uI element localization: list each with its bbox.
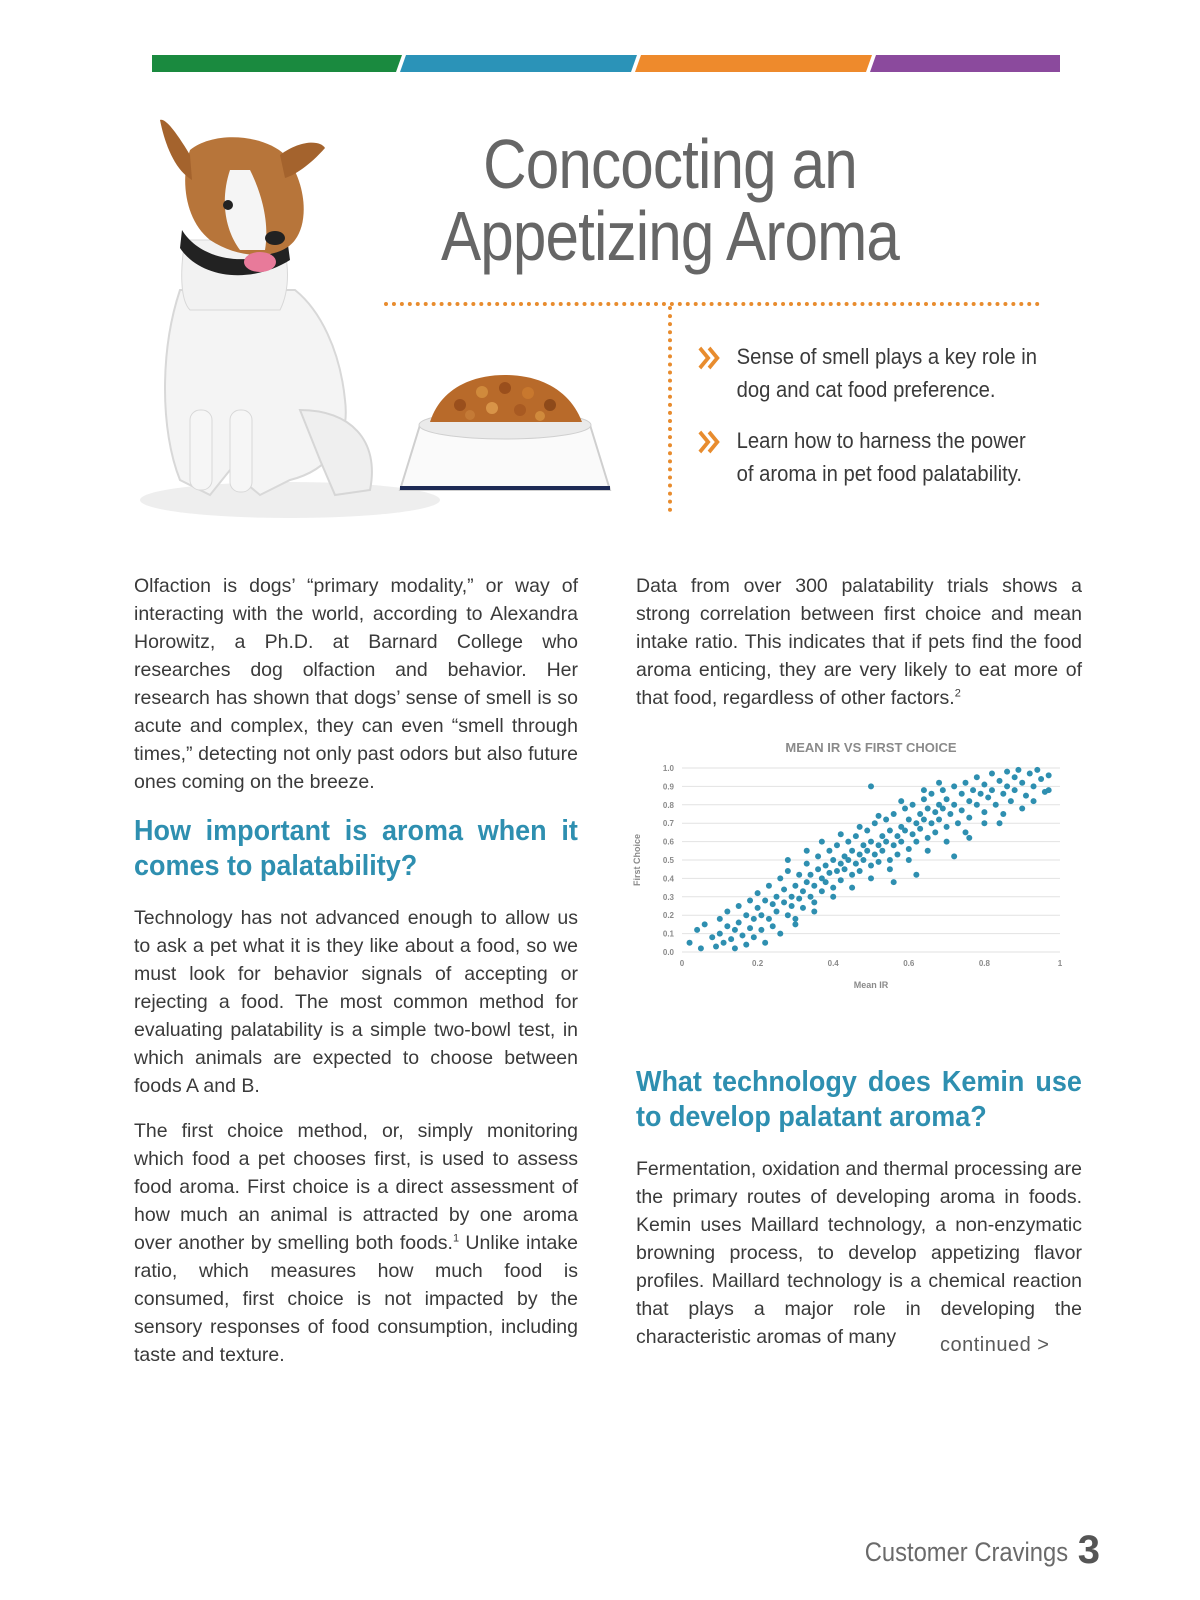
scatter-point [755,905,761,911]
bar-segment-blue [400,55,637,72]
key-points-list [698,340,1078,508]
scatter-point [932,829,938,835]
scatter-point [1019,805,1025,811]
scatter-point [981,782,987,788]
scatter-point [879,833,885,839]
scatter-point [838,831,844,837]
left-column [134,572,578,1386]
y-tick-label: 0.4 [662,874,674,884]
scatter-point [944,839,950,845]
scatter-point [721,940,727,946]
scatter-point [925,835,931,841]
scatter-point [1015,767,1021,773]
bar-segment-orange [635,55,872,72]
scatter-point [857,824,863,830]
scatter-point [732,945,738,951]
scatter-point [842,866,848,872]
scatter-point [732,927,738,933]
scatter-point [1008,798,1014,804]
scatter-point [811,899,817,905]
scatter-point [928,791,934,797]
scatter-point [864,828,870,834]
scatter-point [751,916,757,922]
page-title [421,125,920,275]
scatter-point [792,921,798,927]
scatter-point [1000,811,1006,817]
scatter-point [849,872,855,878]
scatter-point [936,817,942,823]
scatter-point [917,811,923,817]
scatter-point [1012,787,1018,793]
scatter-point [1023,793,1029,799]
scatter-point [944,824,950,830]
scatter-point [966,835,972,841]
scatter-point [963,780,969,786]
scatter-point [800,888,806,894]
scatter-point [974,774,980,780]
scatter-point [743,942,749,948]
scatter-point [1031,783,1037,789]
paragraph-text: Unlike intake ratio, which measures how much food is consumed, first choice is not impacted by the sensory responses of food consumption, including taste and texture. [134,1232,578,1366]
scatter-point [932,809,938,815]
y-tick-label: 0.1 [662,929,674,939]
scatter-point [993,802,999,808]
scatter-point [902,805,908,811]
scatter-point [913,872,919,878]
scatter-point [713,943,719,949]
scatter-point [872,820,878,826]
scatter-point [913,839,919,845]
scatter-point [758,912,764,918]
y-tick-label: 0.8 [662,800,674,810]
scatter-point [804,848,810,854]
scatter-point [762,940,768,946]
scatter-point [959,791,965,797]
scatter-point [781,899,787,905]
double-chevron-icon [698,346,722,370]
scatter-point [910,831,916,837]
scatter-point [963,829,969,835]
scatter-point [1019,780,1025,786]
scatter-point [751,934,757,940]
scatter-point [989,787,995,793]
scatter-point [834,868,840,874]
scatter-point [868,875,874,881]
scatter-point [698,945,704,951]
scatter-point [823,879,829,885]
scatter-point [1004,783,1010,789]
scatter-point [747,897,753,903]
scatter-point [955,820,961,826]
scatter-point [1038,776,1044,782]
scatter-point [853,833,859,839]
bar-segment-green [152,55,402,72]
scatter-point [815,853,821,859]
y-tick-label: 0.6 [662,837,674,847]
scatter-point [774,894,780,900]
key-point-text: Sense of smell plays a key role in dog and cat food preference. [736,344,1038,402]
scatter-point [804,861,810,867]
scatter-point [777,875,783,881]
scatter-point [830,894,836,900]
scatter-point [860,842,866,848]
scatter-point [785,857,791,863]
scatter-point [815,866,821,872]
header-color-bar [152,55,1060,72]
publication-name: Customer Cravings [864,1537,1068,1567]
scatter-point [906,846,912,852]
scatter-point [989,771,995,777]
scatter-point [755,890,761,896]
scatter-point [876,813,882,819]
title-line-1: Concocting an [483,125,857,203]
scatter-point [1046,787,1052,793]
scatter-point [857,868,863,874]
x-tick-label: 1 [1057,959,1063,968]
paragraph [134,1117,578,1369]
scatter-point [826,848,832,854]
scatter-point [853,861,859,867]
scatter-point [894,833,900,839]
x-tick-label: 0.2 [752,959,764,968]
scatter-point [879,848,885,854]
scatter-point [789,903,795,909]
scatter-point [925,848,931,854]
scatter-point [913,820,919,826]
x-tick-label: 0.4 [827,959,839,968]
scatter-point [974,802,980,808]
scatter-point [762,897,768,903]
scatter-point [743,912,749,918]
scatter-point [876,859,882,865]
scatter-point [883,817,889,823]
scatter-point [808,894,814,900]
dotted-divider-horizontal [384,302,1040,306]
scatter-point [1034,767,1040,773]
scatter-point [845,857,851,863]
scatter-point [891,811,897,817]
page-number: 3 [1077,1528,1100,1572]
key-point-text: Learn how to harness the power of aroma in pet food palatability. [736,428,1026,486]
scatter-point [811,909,817,915]
scatter-point [694,927,700,933]
scatter-point [758,927,764,933]
scatter-point [785,912,791,918]
bar-segment-purple [870,55,1060,72]
key-point [698,340,1048,406]
scatter-point [709,934,715,940]
scatter-chart-svg [632,740,1080,1005]
y-tick-label: 0.2 [662,911,674,921]
footnote-ref: 1 [452,1232,460,1245]
scatter-point [1046,772,1052,778]
scatter-point [887,857,893,863]
scatter-point [978,791,984,797]
scatter-point [702,921,708,927]
scatter-point [898,839,904,845]
scatter-point [774,909,780,915]
scatter-point [838,877,844,883]
scatter-point [724,909,730,915]
scatter-point [792,916,798,922]
y-tick-label: 1.0 [662,764,674,773]
scatter-point [823,863,829,869]
scatter-point [1004,769,1010,775]
paragraph [636,572,1082,712]
scatter-point [925,805,931,811]
scatter-point [997,820,1003,826]
title-line-2: Appetizing Aroma [440,197,900,275]
scatter-point [819,839,825,845]
scatter-point [921,796,927,802]
scatter-point [891,879,897,885]
scatter-point [951,783,957,789]
scatter-point [808,872,814,878]
scatter-point [1031,798,1037,804]
scatter-point [770,901,776,907]
scatter-point [830,885,836,891]
scatter-point [766,916,772,922]
scatter-point [921,817,927,823]
scatter-point [981,809,987,815]
scatter-point [887,866,893,872]
y-tick-label: 0.3 [662,892,674,902]
scatter-point [717,931,723,937]
y-tick-label: 0.0 [662,948,674,957]
y-axis-label: First Choice [632,833,642,887]
scatter-point [777,931,783,937]
scatter-point [687,940,693,946]
scatter-point [883,839,889,845]
scatter-point [1000,791,1006,797]
scatter-point [736,920,742,926]
scatter-point [717,916,723,922]
scatter-point [868,783,874,789]
scatter-point [981,820,987,826]
y-tick-label: 0.9 [662,782,674,792]
scatter-point [834,842,840,848]
scatter-point [800,905,806,911]
x-axis-label: Mean IR [853,980,889,990]
scatter-point [876,842,882,848]
scatter-point [804,879,810,885]
scatter-point [770,923,776,929]
scatter-point [891,842,897,848]
scatter-point [917,826,923,832]
scatter-chart [632,740,1080,1005]
footnote-ref: 2 [954,687,961,700]
scatter-point [857,851,863,857]
scatter-point [902,828,908,834]
scatter-point [849,885,855,891]
scatter-point [845,839,851,845]
scatter-point [951,802,957,808]
scatter-point [872,851,878,857]
scatter-point [811,883,817,889]
scatter-point [997,778,1003,784]
scatter-point [970,787,976,793]
dotted-divider-vertical [668,306,672,512]
page-footer [837,1528,1100,1573]
paragraph-text: The first choice method, or, simply monitoring which food a pet chooses first, is used to assess food aroma. First choice is a direct assessment of how much an animal is attracted by one aroma over another by smelling both foods. [134,1120,578,1254]
scatter-point [792,883,798,889]
scatter-point [864,848,870,854]
scatter-point [868,839,874,845]
scatter-point [736,903,742,909]
scatter-point [1012,774,1018,780]
scatter-point [796,872,802,878]
x-tick-label: 0.6 [903,959,915,968]
scatter-point [921,787,927,793]
scatter-point [728,936,734,942]
scatter-point [789,894,795,900]
scatter-point [838,861,844,867]
scatter-point [785,868,791,874]
scatter-point [849,848,855,854]
y-tick-label: 0.7 [662,819,674,829]
continued-link[interactable]: continued > [940,1334,1050,1356]
scatter-point [910,802,916,808]
paragraph: Technology has not advanced enough to allow us to ask a pet what it is they like about a food, so we must look for behavior signals of accepting or rejecting a food. The most common method for evaluating palatability is a simple two-bowl test, in which animals are expected to choose between foods A and B. [134,907,578,1097]
scatter-point [868,863,874,869]
scatter-point [966,798,972,804]
section-heading: How important is aroma when it comes to palatability? [134,815,578,882]
scatter-point [1027,771,1033,777]
scatter-point [966,815,972,821]
scatter-point [940,805,946,811]
scatter-point [959,807,965,813]
scatter-point [947,811,953,817]
scatter-point [936,780,942,786]
scatter-point [739,932,745,938]
scatter-point [898,798,904,804]
chart-title: MEAN IR VS FIRST CHOICE [785,740,957,755]
key-point [698,424,1048,490]
y-tick-label: 0.5 [662,856,674,865]
scatter-point [906,817,912,823]
scatter-point [724,923,730,929]
scatter-point [860,857,866,863]
scatter-point [796,896,802,902]
scatter-point [944,796,950,802]
x-tick-label: 0.8 [978,959,990,968]
scatter-point [826,870,832,876]
scatter-point [887,828,893,834]
section-heading: What technology does Kemin use to develop palatant aroma? [636,1066,1082,1133]
scatter-point [894,851,900,857]
scatter-point [819,888,825,894]
scatter-point [985,794,991,800]
paragraph-text: Data from over 300 palatability trials shows a strong correlation between first choice and mean intake ratio. This indicates that if pets find the food aroma enticing, they are very likely to eat more of that food, regardless of other factors. [636,575,1082,709]
scatter-point [940,787,946,793]
scatter-point [781,886,787,892]
x-tick-label: 0 [679,959,685,968]
scatter-point [830,857,836,863]
scatter-point [747,925,753,931]
double-chevron-icon [698,430,722,454]
paragraph: Olfaction is dogs’ “primary modality,” or way of interacting with the world, according to Alexandra Horowitz, a Ph.D. at Barnard College who researches dog olfaction and behavior. Her research has shown that dogs’ sense of smell is so acute and complex, they can even “smell through times,” detecting not only past odors but also future ones coming on the breeze. [134,575,578,793]
scatter-point [928,820,934,826]
scatter-point [906,857,912,863]
paragraph: Fermentation, oxidation and thermal processing are the primary routes of developing aroma in foods. Kemin uses Maillard technology, a non-enzymatic browning process, to develop appetizing flavor profiles. Maillard technology is a chemical reaction that plays a major role in developing the characteristic aromas of many [636,1158,1082,1348]
scatter-point [951,853,957,859]
scatter-point [766,883,772,889]
